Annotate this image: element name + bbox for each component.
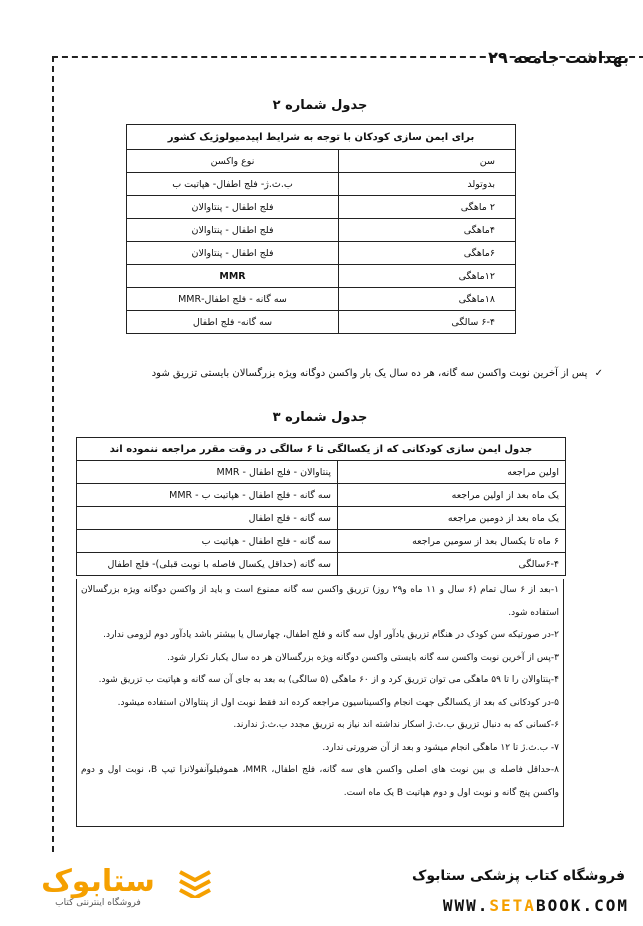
note-line: [152, 368, 603, 379]
table3-caption: جدول شماره ۳: [272, 410, 368, 425]
footer-shop-name: فروشگاه کتاب پزشکی ستابوک: [412, 868, 625, 884]
note-item: ۲-در صورتیکه سن کودک در هنگام تزریق یادآور اول سه گانه و فلج اطفال، چهارسال یا بیشتر باشد یادآور دوم لزومی ندارد.: [103, 630, 559, 640]
logo-subtitle: فروشگاه اینترنتی کتاب: [55, 898, 141, 908]
note-text: پس از آخرین نوبت واکسن سه گانه، هر ده سال یک بار واکسن دوگانه ویژه بزرگسالان بایستی تزریق شود: [151, 368, 588, 379]
catchup-vaccination-table: [76, 437, 566, 576]
visit-time-cell: ۶ ماه تا یکسال بعد از سومین مراجعه: [338, 530, 566, 553]
note-item: ۵-در کودکانی که بعد از یکسالگی جهت انجام واکسیناسیون مراجعه کرده اند فقط نوبت اول از پنتاوالان استفاده میشود.: [117, 697, 559, 708]
table-row: [77, 530, 566, 553]
table2-caption: جدول شماره ۲: [272, 98, 368, 113]
age-cell: ۴ماهگی: [339, 219, 516, 242]
table-row: [127, 311, 516, 334]
age-cell: ۶ماهگی: [339, 242, 516, 265]
visit-time-cell: اولین مراجعه: [338, 461, 566, 484]
vaccine-cell: MMR: [127, 265, 339, 288]
vaccine-cell: سه گانه - فلج اطفال-MMR: [127, 288, 339, 311]
vaccine-cell: سه گانه - فلج اطفال - هپاتیت ب - MMR: [77, 484, 338, 507]
vaccine-cell: سه گانه- فلج اطفال: [127, 311, 339, 334]
vaccine-cell: سه گانه (حداقل یکسال فاصله با نوبت قبلی)- فلج اطفال: [77, 553, 338, 576]
logo-text: ستابوک: [41, 864, 155, 899]
note-item: ۳-پس از آخرین نوبت واکسن سه گانه بایستی واکسن دوگانه ویژه بزرگسالان هر ده سال یکبار تکرار شود.: [167, 652, 559, 663]
note-item: ۷- ب.ث.ژ تا ۱۲ ماهگی انجام میشود و بعد از آن ضرورتی ندارد.: [322, 742, 559, 753]
age-cell: ۶-۴ سالگی: [339, 311, 516, 334]
table-row: [127, 242, 516, 265]
vaccine-cell: سه گانه - فلج اطفال: [77, 507, 338, 530]
note-item: ۱-بعد از ۶ سال تمام (۶ سال و ۱۱ ماه و۲۹ روز) تزریق واکسن سه گانه ممنوع است و باید از واکسن دوگانه ویژه بزرگسالان استفاده شود.: [81, 585, 559, 618]
vaccine-cell: فلج اطفال - پنتاوالان: [127, 219, 339, 242]
table2-title: برای ایمن سازی کودکان با توجه به شرایط اپیدمیولوژیک کشور: [127, 125, 516, 150]
note-item: ۶-کسانی که به دنبال تزریق ب.ث.ژ اسکار نداشته اند نیاز به تزریق مجدد ب.ث.ژ ندارند.: [233, 720, 559, 730]
seta-logo: [28, 866, 168, 908]
footer-url[interactable]: [443, 896, 629, 915]
age-cell: ۱۲ماهگی: [339, 265, 516, 288]
age-cell: ۲ ماهگی: [339, 196, 516, 219]
check-icon: ✓: [594, 368, 603, 379]
vaccine-cell: فلج اطفال - پنتاوالان: [127, 242, 339, 265]
age-cell: بدوتولد: [339, 173, 516, 196]
vaccine-cell: فلج اطفال - پنتاوالان: [127, 196, 339, 219]
vaccine-cell: سه گانه - فلج اطفال - هپاتیت ب: [77, 530, 338, 553]
vaccination-schedule-table: [126, 124, 516, 334]
table2-header-age: سن: [339, 150, 516, 173]
vaccine-cell: ب.ث.ژ- فلج اطفال- هپاتیت ب: [127, 173, 339, 196]
note-item: ۴-پنتاوالان را تا ۵۹ ماهگی می توان تزریق کرد و از ۶۰ ماهگی (۵ سالگی) به بعد به جای آن سه گانه و هپاتیت ب تزریق شود.: [98, 675, 559, 685]
table-row: [77, 553, 566, 576]
vaccine-cell: پنتاوالان - فلج اطفال - MMR: [77, 461, 338, 484]
visit-time-cell: یک ماه بعد از اولین مراجعه: [338, 484, 566, 507]
table-row: [77, 484, 566, 507]
book-stack-icon: [176, 868, 214, 902]
page-title: بهداشت جامعه ۲۹: [488, 48, 629, 67]
footer-url-accent: SETA: [489, 896, 536, 915]
table3-title: جدول ایمن سازی کودکانی که از یکسالگی تا ۶ سالگی در وقت مقرر مراجعه ننموده اند: [77, 438, 566, 461]
footer-url-suffix: BOOK.COM: [535, 896, 629, 915]
table-row: [77, 507, 566, 530]
table-row: [127, 196, 516, 219]
table-row: [127, 265, 516, 288]
visit-time-cell: ۶-۴سالگی: [338, 553, 566, 576]
footer-url-prefix: WWW.: [442, 896, 490, 915]
age-cell: ۱۸ماهگی: [339, 288, 516, 311]
table2-header-vaccine: نوع واکسن: [127, 150, 339, 173]
table-row: [127, 219, 516, 242]
table-row: [77, 461, 566, 484]
table-row: [127, 288, 516, 311]
note-item: ۸-حداقل فاصله ی بین نوبت های اصلی واکسن های سه گانه، فلج اطفال، MMR، هموفیلوآنفولانزا تیپ B، نوبت اول و دوم واکسن پنج گانه و نوبت اول و دوم هپاتیت B یک ماه است.: [81, 765, 559, 798]
table-row: [127, 173, 516, 196]
visit-time-cell: یک ماه بعد از دومین مراجعه: [338, 507, 566, 530]
table3-notes: [76, 579, 564, 827]
